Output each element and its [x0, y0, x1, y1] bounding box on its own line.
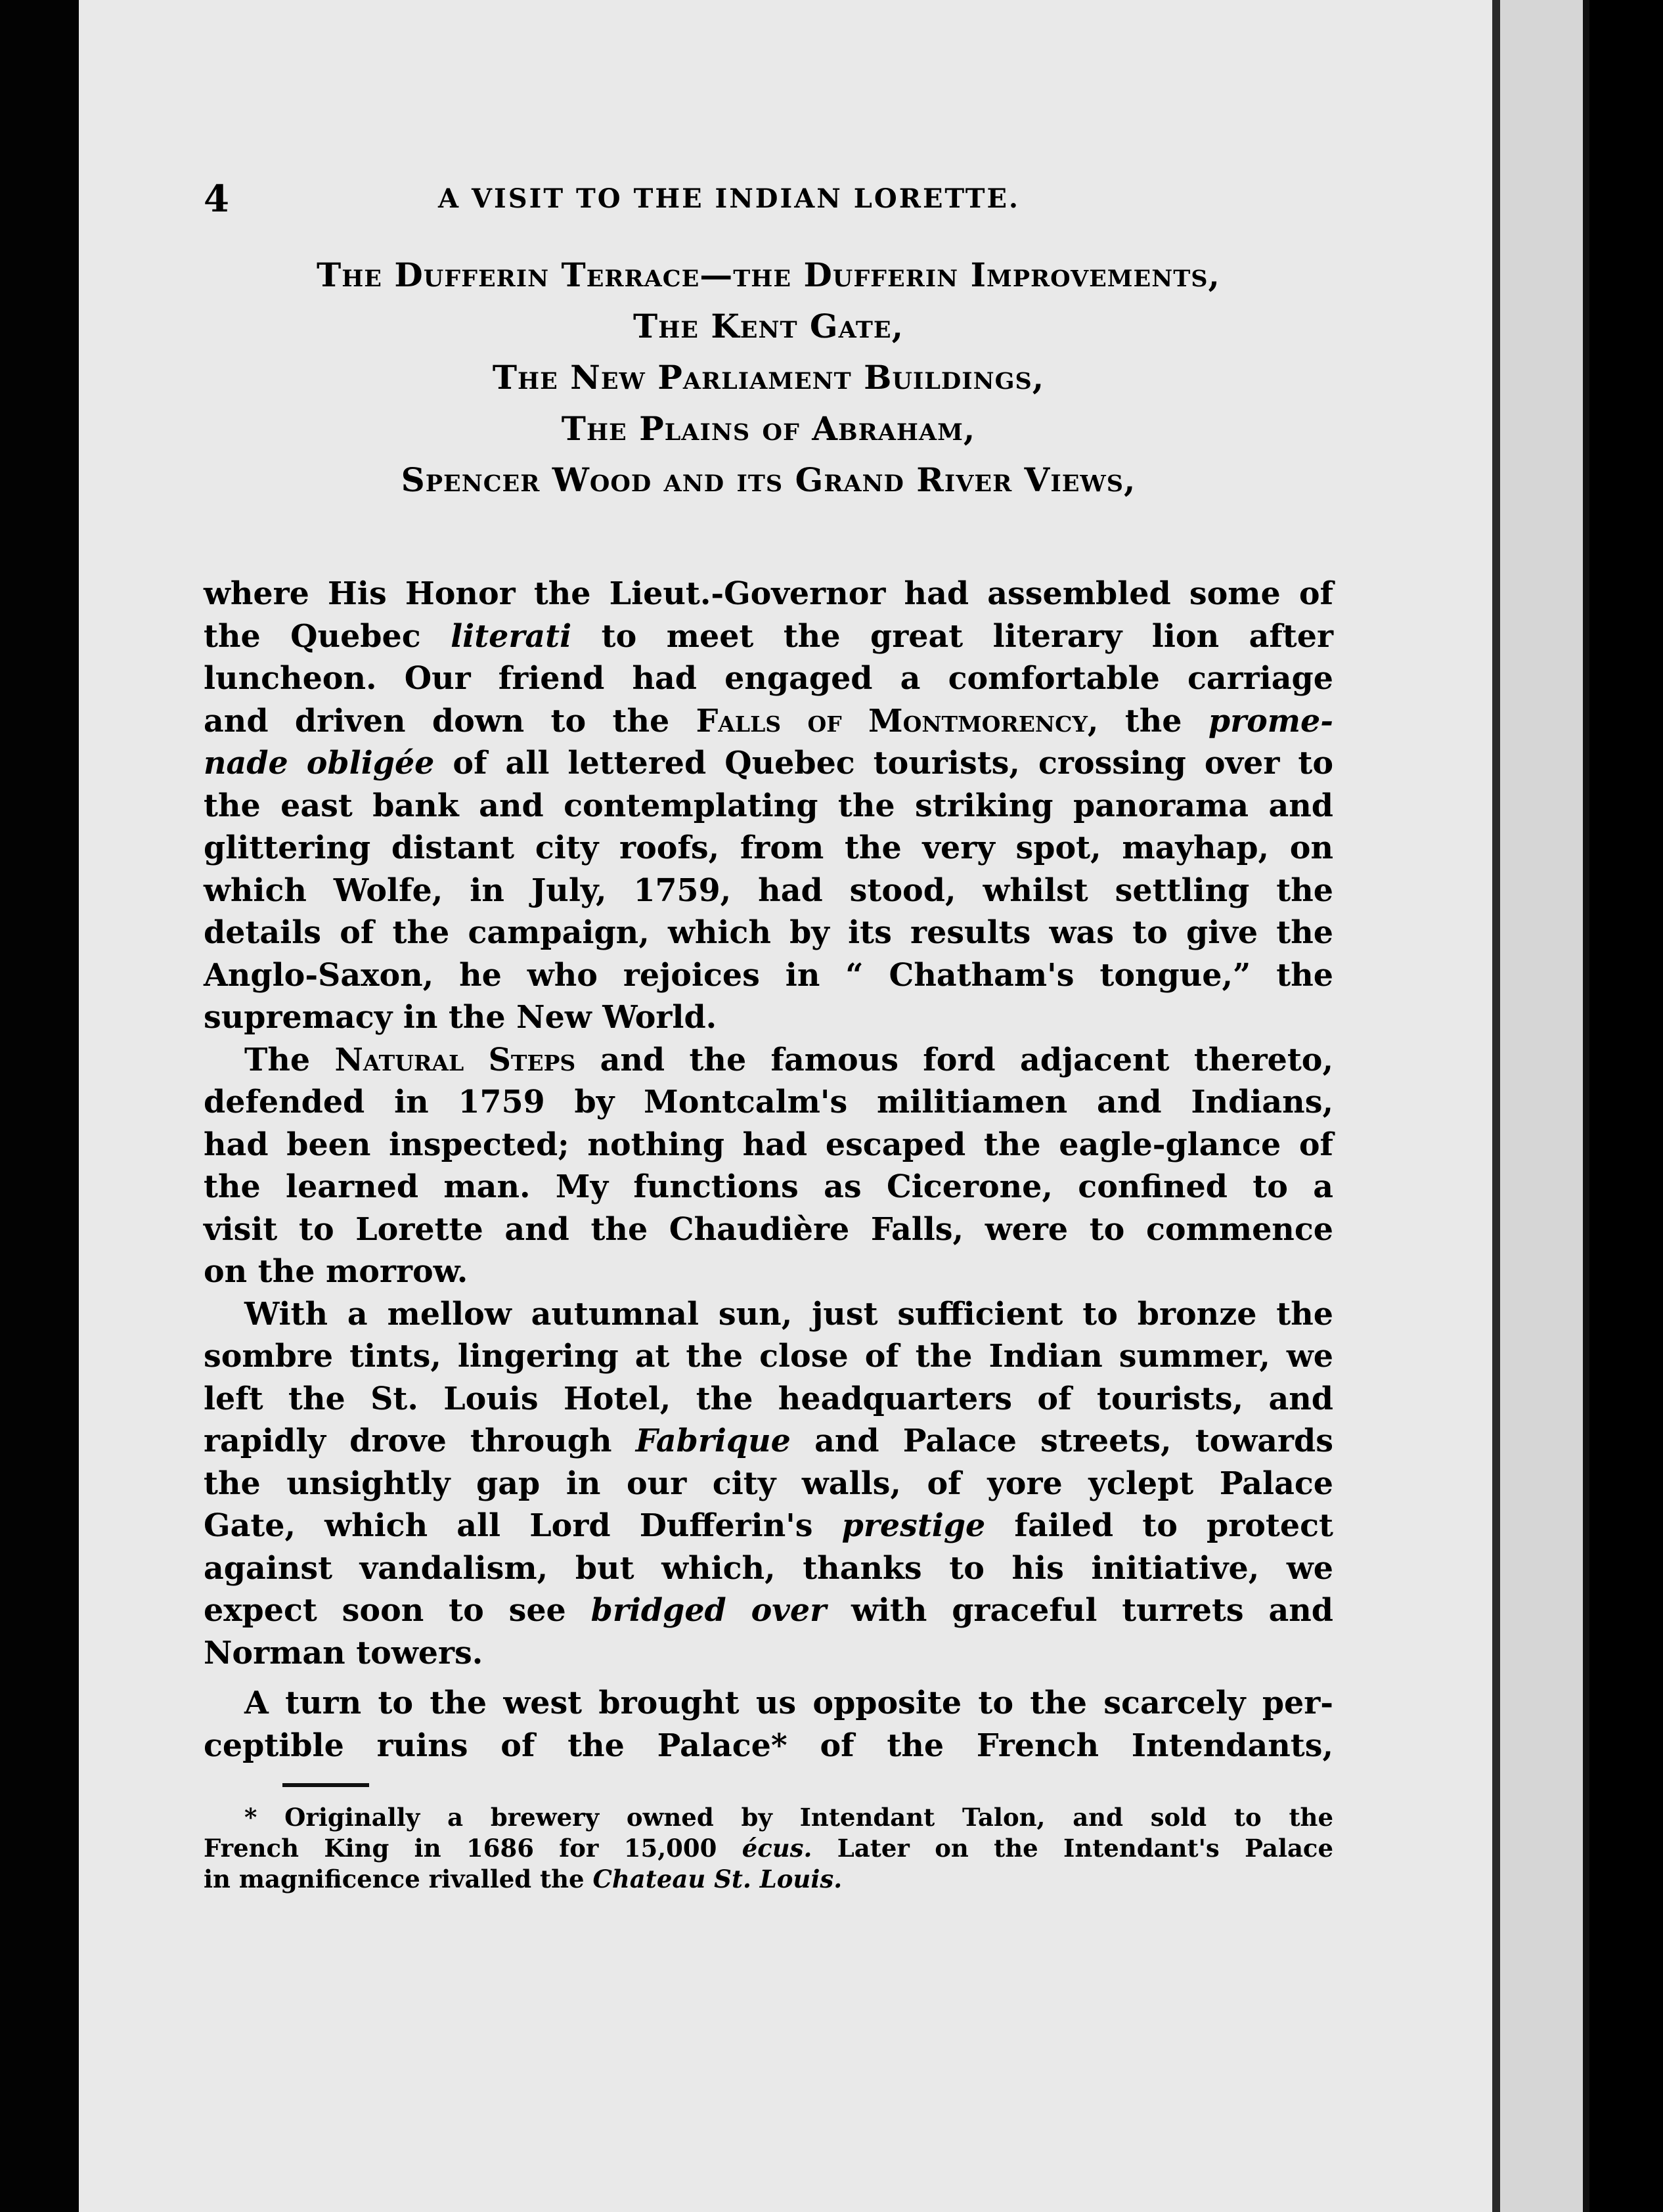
body-line — [204, 1250, 1333, 1293]
body-line — [204, 1420, 1333, 1463]
body-line-run: prome- — [1208, 702, 1333, 740]
body-line-run: , the — [1087, 702, 1208, 740]
footnote-line-run: Chateau St. Louis. — [592, 1865, 843, 1893]
body-line-run: which Wolfe, in July, 1759, had stood, whilst settling the — [204, 872, 1333, 909]
body-line — [204, 1589, 1333, 1632]
body-line-run: expect soon to see — [204, 1592, 591, 1629]
body-line-run: Gate, which all Lord Dufferin's — [204, 1507, 842, 1544]
body-line — [204, 1725, 1333, 1767]
body-line-run: with graceful turrets and — [826, 1592, 1334, 1629]
body-line-run: rapidly drove through — [204, 1423, 636, 1459]
body-line-run: literati — [451, 617, 572, 655]
footnote-line — [204, 1833, 1333, 1864]
heading-line: Spencer Wood and its Grand River Views, — [401, 460, 1136, 499]
footnote-line — [204, 1802, 1333, 1833]
body-line-run: nade obligée — [204, 745, 435, 782]
body-line-run: Norman towers. — [204, 1634, 483, 1671]
body-line-run: Natural Steps — [334, 1041, 576, 1078]
body-line — [204, 1166, 1333, 1208]
body-line-run: Anglo-Saxon, he who rejoices in “ Chatham's tongue,” the — [204, 956, 1333, 994]
body-line — [204, 827, 1333, 870]
body-line — [204, 573, 1333, 615]
body-line-run: With a mellow autumnal sun, just sufficient to bronze the — [244, 1295, 1333, 1333]
body-line-run: details of the campaign, which by its results was to give the — [204, 914, 1333, 951]
body-line-run: the east bank and contemplating the striking panorama and — [204, 787, 1333, 824]
running-head — [204, 169, 1136, 229]
body-line-run: Falls of Montmorency — [696, 702, 1088, 740]
body-line-run: and Palace streets, towards — [790, 1423, 1333, 1459]
body-line — [204, 1124, 1333, 1166]
body-line — [204, 742, 1333, 785]
body-line — [204, 912, 1333, 954]
body-line-run: supremacy in the New World. — [204, 999, 717, 1036]
body-line — [204, 1378, 1333, 1421]
page-number: 4 — [204, 177, 229, 221]
body-line-run: Fabrique — [635, 1423, 791, 1459]
footnote-line-run: Later on the Intendant's Palace — [812, 1834, 1333, 1863]
body-line-run: visit to Lorette and the Chaudière Falls, were to commence — [204, 1210, 1333, 1248]
body-line-run: bridged over — [590, 1592, 827, 1629]
body-line — [204, 1547, 1333, 1590]
body-line-run: prestige — [841, 1507, 986, 1544]
heading-line: The Plains of Abraham, — [561, 409, 976, 448]
heading-line: The New Parliament Buildings, — [492, 358, 1045, 397]
body-line-run: against vandalism, but which, thanks to his initiative, we — [204, 1549, 1333, 1587]
body-line — [204, 1682, 1333, 1725]
body-line-run: failed to protect — [985, 1507, 1333, 1544]
body-line — [204, 1081, 1333, 1124]
body-line — [204, 954, 1333, 997]
body-line — [204, 996, 1333, 1039]
body-line — [204, 1293, 1333, 1336]
footnote-line-run: French King in 1686 for 15,000 — [204, 1834, 742, 1863]
body-line — [204, 657, 1333, 700]
body-line-run: ceptible ruins of the Palace* of the French Intendants, — [204, 1727, 1333, 1764]
body-line-run: to meet the great literary lion after — [571, 617, 1333, 655]
body-line — [204, 1463, 1333, 1505]
binding-edge — [1583, 0, 1589, 2212]
body-line — [204, 1208, 1333, 1251]
body-line-run: of all lettered Quebec tourists, crossing over to — [434, 745, 1334, 782]
body-line-run: the Quebec — [204, 617, 451, 655]
body-line-run: where His Honor the Lieut.-Governor had assembled some of — [204, 575, 1333, 612]
body-text — [204, 573, 1333, 1767]
chapter-headings — [204, 250, 1333, 506]
footnote-line — [204, 1864, 1333, 1895]
body-line-run: on the morrow. — [204, 1253, 468, 1290]
body-line-run: the unsightly gap in our city walls, of yore yclept Palace — [204, 1465, 1333, 1502]
body-line — [204, 1505, 1333, 1547]
body-line-run: the learned man. My functions as Cicerone, confined to a — [204, 1168, 1333, 1205]
body-line-run: luncheon. Our friend had engaged a comfortable carriage — [204, 660, 1333, 697]
body-line-run: glittering distant city roofs, from the very spot, mayhap, on — [204, 830, 1333, 866]
body-line-run: defended in 1759 by Montcalm's militiamen and Indians, — [204, 1084, 1333, 1120]
footnote-line-run: * Originally a brewery owned by Intendant Talon, and sold to the — [244, 1803, 1333, 1832]
binding-line — [1492, 0, 1500, 2212]
body-line — [204, 870, 1333, 912]
heading-line: The Dufferin Terrace—the Dufferin Improvements, — [317, 255, 1220, 294]
running-title: A VISIT TO THE INDIAN LORETTE. — [438, 183, 1020, 214]
body-line-run: sombre tints, lingering at the close of the Indian summer, we — [204, 1338, 1333, 1375]
body-line-run: and driven down to the — [204, 702, 696, 740]
body-line — [204, 1335, 1333, 1378]
body-line — [204, 785, 1333, 828]
body-line — [204, 700, 1333, 743]
heading-line: The Kent Gate, — [632, 307, 904, 345]
footnote-rule — [282, 1783, 369, 1787]
scan-border-left — [0, 0, 79, 2212]
body-line — [204, 615, 1333, 658]
body-line-run: A turn to the west brought us opposite to the scarcely per- — [244, 1685, 1333, 1721]
body-line-run: had been inspected; nothing had escaped the eagle-glance of — [204, 1126, 1333, 1163]
body-line-run: The — [244, 1041, 335, 1078]
body-line-run: left the St. Louis Hotel, the headquarters of tourists, and — [204, 1380, 1333, 1417]
binding-gutter — [1500, 0, 1589, 2212]
body-line-run: and the famous ford adjacent thereto, — [575, 1041, 1334, 1078]
body-line — [204, 1632, 1333, 1675]
footnote-line-run: in magnificence rivalled the — [204, 1865, 593, 1893]
body-line — [204, 1039, 1333, 1082]
footnote-line-run: écus. — [742, 1834, 812, 1863]
footnote — [204, 1802, 1333, 1895]
